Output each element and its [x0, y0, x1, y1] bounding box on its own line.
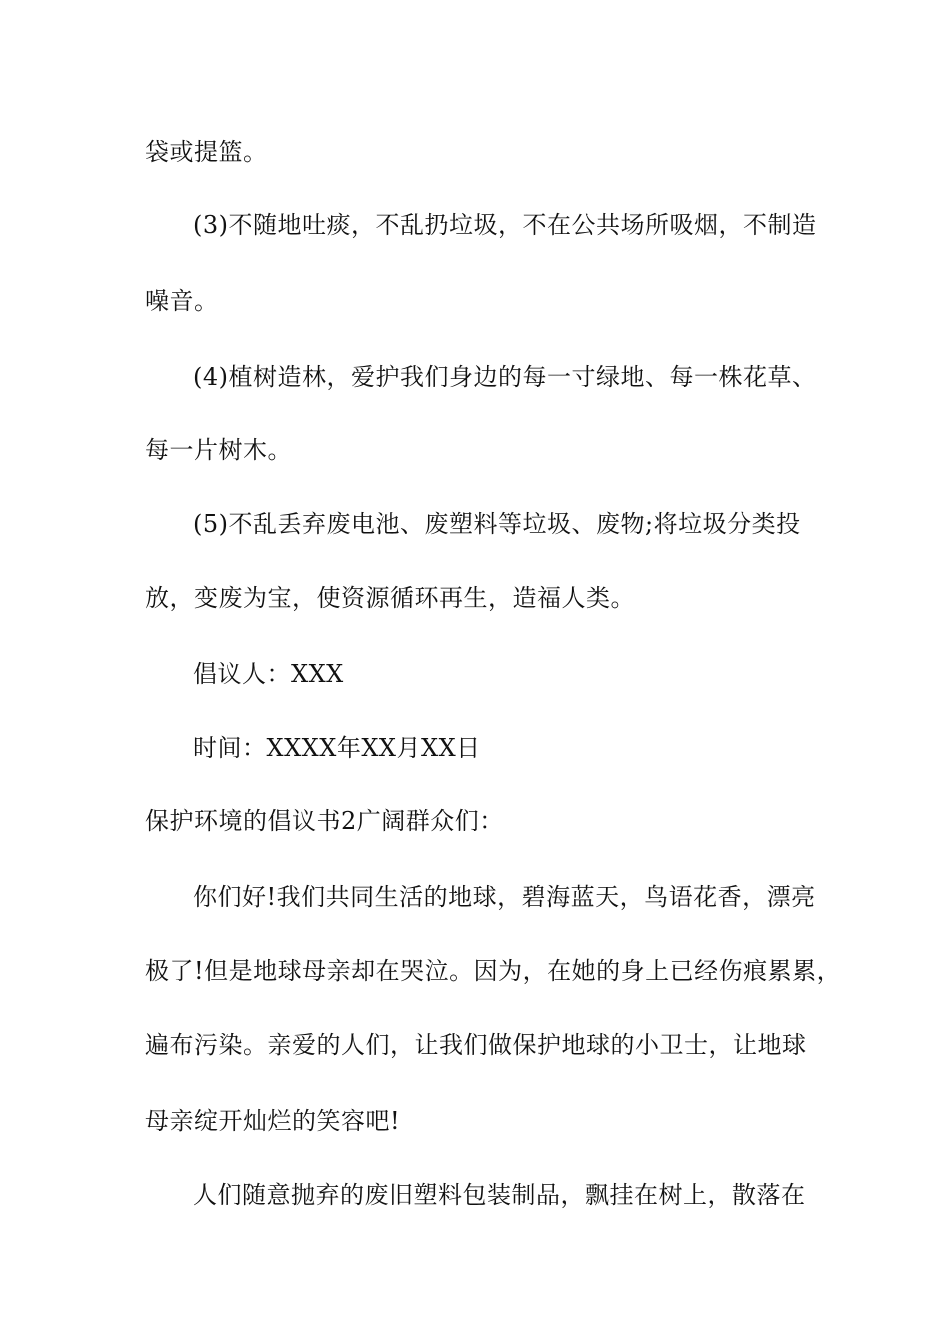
signer-line: 倡议人：XXX — [193, 660, 344, 688]
text-line-14: 母亲绽开灿烂的笑容吧! — [145, 1107, 401, 1135]
text-line-3: 噪音。 — [145, 287, 219, 315]
text-line-7: 放，变废为宝，使资源循环再生，造福人类。 — [145, 584, 635, 612]
section-heading: 保护环境的倡议书2广阔群众们： — [145, 807, 504, 835]
date-line: 时间：XXXX年XX月XX日 — [193, 734, 481, 762]
text-line-11: 你们好!我们共同生活的地球，碧海蓝天，鸟语花香，漂亮 — [193, 883, 816, 911]
text-line-2: (3)不随地吐痰，不乱扔垃圾，不在公共场所吸烟，不制造 — [193, 211, 817, 239]
text-line-12: 极了!但是地球母亲却在哭泣。因为，在她的身上已经伤痕累累， — [145, 957, 842, 985]
text-line-13: 遍布污染。亲爱的人们，让我们做保护地球的小卫士，让地球 — [145, 1031, 807, 1059]
text-line-4: (4)植树造林，爱护我们身边的每一寸绿地、每一株花草、 — [193, 363, 817, 391]
text-line-15: 人们随意抛弃的废旧塑料包装制品，飘挂在树上，散落在 — [193, 1181, 806, 1209]
text-line-6: (5)不乱丢弃废电池、废塑料等垃圾、废物;将垃圾分类投 — [193, 510, 801, 538]
text-line-1: 袋或提篮。 — [145, 138, 268, 166]
text-line-5: 每一片树木。 — [145, 436, 292, 464]
